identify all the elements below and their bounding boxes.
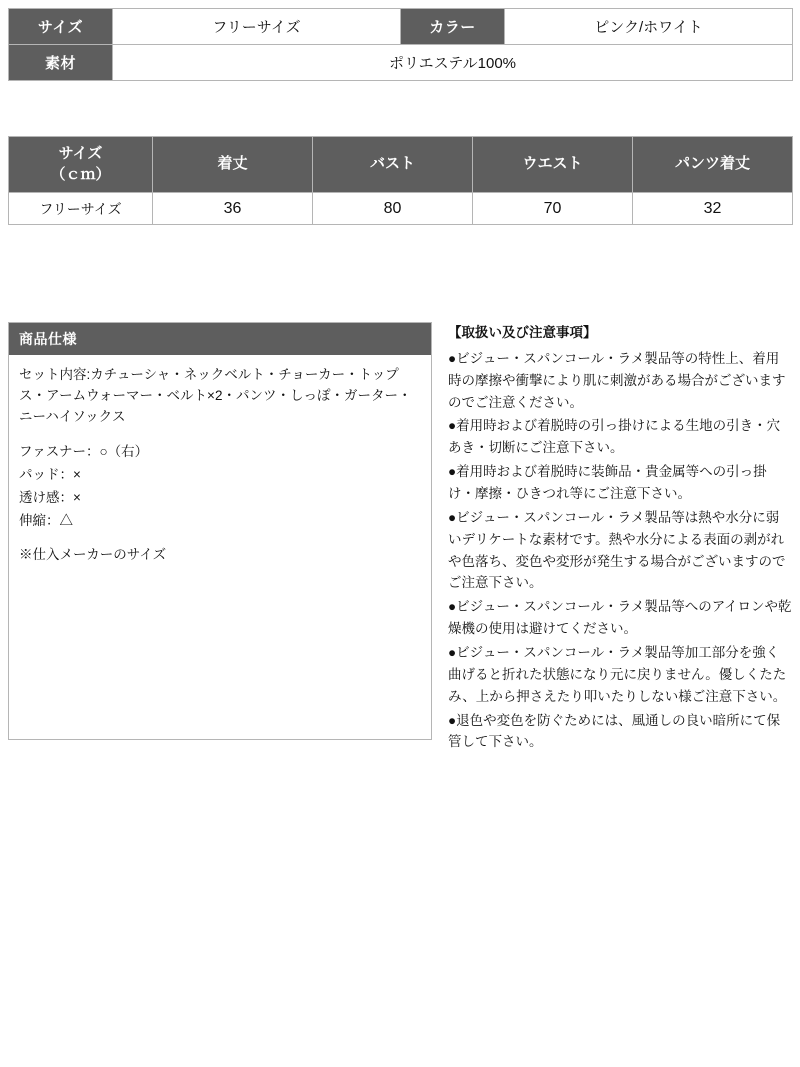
list-item: ●着用時および着脱時の引っ掛けによる生地の引き・穴あき・切断にご注意下さい。	[448, 418, 781, 456]
product-spec-set-contents: セット内容:カチューシャ・ネックベルト・チョーカー・トップス・アームウォーマー・ベルト×2・パンツ・しっぽ・ガーター・ニーハイソックス	[19, 367, 412, 424]
measure-header-size-line1: サイズ	[58, 145, 103, 163]
list-item: ●ビジュー・スパンコール・ラメ製品等へのアイロンや乾燥機の使用は避けてください。	[448, 599, 792, 637]
spec-value-color: ピンク/ホワイト	[505, 9, 793, 45]
measure-cell-size: フリーサイズ	[9, 193, 153, 225]
product-spec-stretch: 伸縮：△	[19, 512, 73, 528]
table-header-row	[9, 137, 793, 193]
measure-cell-length: 36	[153, 193, 313, 225]
list-item: ●退色や変色を防ぐためには、風通しの良い暗所にて保管して下さい。	[448, 712, 781, 750]
product-spec-note: ※仕入メーカーのサイズ	[19, 547, 167, 563]
spec-value-size: フリーサイズ	[113, 9, 401, 45]
table-row	[9, 45, 793, 81]
measure-header-waist: ウエスト	[473, 137, 633, 193]
list-item: ●ビジュー・スパンコール・ラメ製品等加工部分を強く曲げると折れた状態になり元に戻りません。優しくたたみ、上から押さえたり叩いたりしない様ご注意下さい。	[448, 645, 787, 704]
spec-label-material: 素材	[9, 45, 113, 81]
table-row	[9, 193, 793, 225]
product-spec-pad: パッド：×	[19, 466, 81, 482]
measure-header-size	[9, 137, 153, 193]
product-spec-sheer: 透け感：×	[19, 489, 81, 505]
care-instructions-list	[448, 348, 792, 753]
measurement-table	[8, 136, 793, 225]
measure-header-length: 着丈	[153, 137, 313, 193]
product-spec-zipper: ファスナー：○（右）	[19, 443, 149, 459]
spec-value-material: ポリエステル100%	[113, 45, 793, 81]
spec-label-size: サイズ	[9, 9, 113, 45]
product-spec-panel	[8, 322, 432, 740]
spec-label-color: カラー	[401, 9, 505, 45]
list-item: ●着用時および着脱時に装飾品・貴金属等への引っ掛け・摩擦・ひきつれ等にご注意下さい。	[448, 464, 767, 502]
table-row	[9, 9, 793, 45]
measure-cell-waist: 70	[473, 193, 633, 225]
care-instructions-title: 【取扱い及び注意事項】	[448, 325, 597, 340]
measure-cell-pants-length: 32	[633, 193, 793, 225]
product-spec-body	[9, 355, 431, 590]
measure-header-pants-length: パンツ着丈	[633, 137, 793, 193]
care-instructions-panel	[448, 322, 792, 755]
product-spec-title: 商品仕様	[9, 323, 431, 355]
spacer	[19, 533, 421, 545]
list-item: ●ビジュー・スパンコール・ラメ製品等は熱や水分に弱いデリケートな素材です。熱や水分による表面の剥がれや色落ち、変色や変形が発生する場合がございますのでご注意下さい。	[448, 509, 786, 591]
measure-header-size-line2: （ｃｍ）	[50, 165, 111, 183]
specification-table	[8, 8, 793, 81]
measure-cell-bust: 80	[313, 193, 473, 225]
list-item: ●ビジュー・スパンコール・ラメ製品等の特性上、着用時の摩擦や衝撃により肌に刺激がある場合がございますのでご注意ください。	[448, 350, 786, 410]
measure-header-bust: バスト	[313, 137, 473, 193]
